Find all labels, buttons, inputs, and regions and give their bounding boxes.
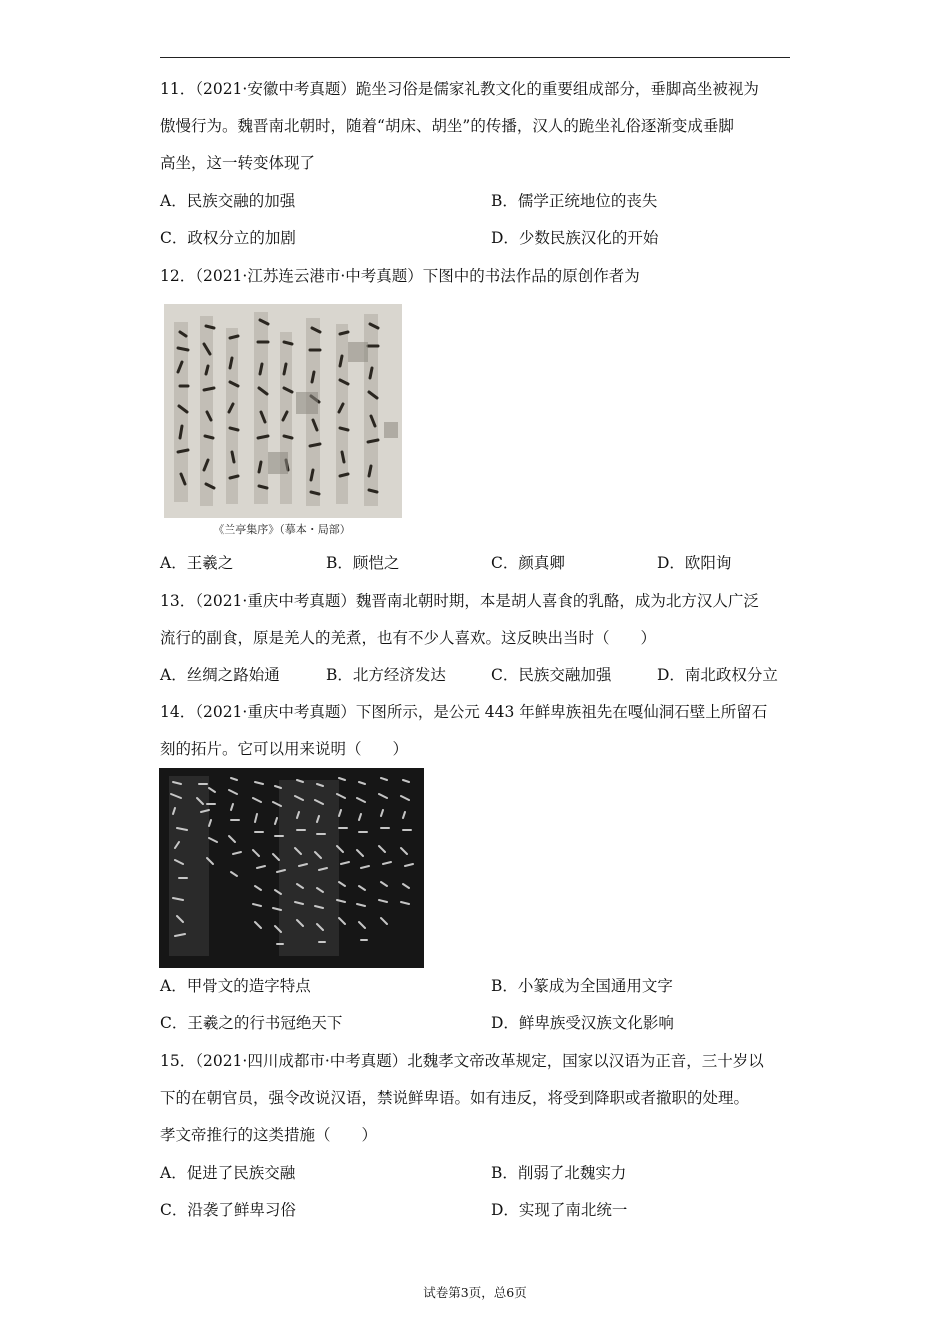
stem-line: 13．（2021·重庆中考真题）魏晋南北朝时期，本是胡人喜食的乳酪，成为北方汉人广泛 [160,592,759,610]
question-12-options [160,545,800,582]
calligraphy-image [160,302,404,542]
question-14-options-row-1 [160,968,792,1005]
stem-line: 下的在朝官员，强令改说汉语，禁说鲜卑语。如有违反，将受到降职或者撤职的处理。 [160,1089,750,1107]
stem-line: 14．（2021·重庆中考真题）下图所示，是公元 443 年鲜卑族祖先在嘎仙洞石壁上所留石 [160,703,768,721]
option-d[interactable]: D．实现了南北统一 [491,1201,628,1219]
question-15-options-row-2 [160,1192,792,1229]
option-b[interactable]: B．儒学正统地位的丧失 [491,192,658,210]
option-a[interactable]: A．甲骨文的造字特点 [160,977,311,995]
option-c[interactable]: C．沿袭了鲜卑习俗 [160,1201,296,1219]
stem-line: 孝文帝推行的这类措施（ ） [160,1126,378,1144]
option-b[interactable]: B．顾恺之 [326,554,400,572]
option-d[interactable]: D．少数民族汉化的开始 [491,229,659,247]
stem-line: 15．（2021·四川成都市·中考真题）北魏孝文帝改革规定，国家以汉语为正音，三十岁以 [160,1052,764,1070]
question-15-options-row-1 [160,1155,792,1192]
question-15-stem [160,1043,792,1154]
option-d[interactable]: D．南北政权分立 [657,666,778,684]
stem-line: 傲慢行为。魏晋南北朝时，随着“胡床、胡坐”的传播，汉人的跪坐礼俗逐渐变成垂脚 [160,117,734,135]
stem-line: 高坐，这一转变体现了 [160,154,316,172]
stem-line: 11．（2021·安徽中考真题）跪坐习俗是儒家礼教文化的重要组成部分，垂脚高坐被视为 [160,80,759,98]
option-c[interactable]: C．颜真卿 [491,554,565,572]
option-a[interactable]: A．丝绸之路始通 [160,666,280,684]
stem-line: 刻的拓片。它可以用来说明（ ） [160,740,409,758]
question-14-options-row-2 [160,1005,792,1042]
question-12-stem [160,258,792,295]
question-11-stem [160,71,792,182]
option-a[interactable]: A．民族交融的加强 [160,192,296,210]
image-caption: 《兰亭集序》（摹本・局部） [213,523,351,536]
page-footer: 试卷第3页，总6页 [423,1285,527,1300]
question-11-options-row-2 [160,220,792,257]
rubbing-image [159,768,424,972]
option-a[interactable]: A．促进了民族交融 [160,1164,296,1182]
stem-line: 流行的副食，原是羌人的羌煮，也有不少人喜欢。这反映出当时（ ） [160,629,657,647]
stem-line: 12．（2021·江苏连云港市·中考真题）下图中的书法作品的原创作者为 [160,267,640,285]
question-13-options [160,657,800,694]
option-d[interactable]: D．鲜卑族受汉族文化影响 [491,1014,674,1032]
question-14-stem [160,694,792,768]
option-d[interactable]: D．欧阳询 [657,554,732,572]
xianbei-rubbing-image [159,768,424,968]
option-a[interactable]: A．王羲之 [160,554,234,572]
option-b[interactable]: B．北方经济发达 [326,666,446,684]
option-c[interactable]: C．民族交融加强 [491,666,612,684]
question-11-options-row-1 [160,183,792,220]
option-c[interactable]: C．王羲之的行书冠绝天下 [160,1014,343,1032]
lanting-xu-image [160,302,404,538]
option-b[interactable]: B．小篆成为全国通用文字 [491,977,673,995]
option-c[interactable]: C．政权分立的加剧 [160,229,296,247]
question-13-stem [160,583,792,657]
header-rule [160,57,790,58]
option-b[interactable]: B．削弱了北魏实力 [491,1164,627,1182]
